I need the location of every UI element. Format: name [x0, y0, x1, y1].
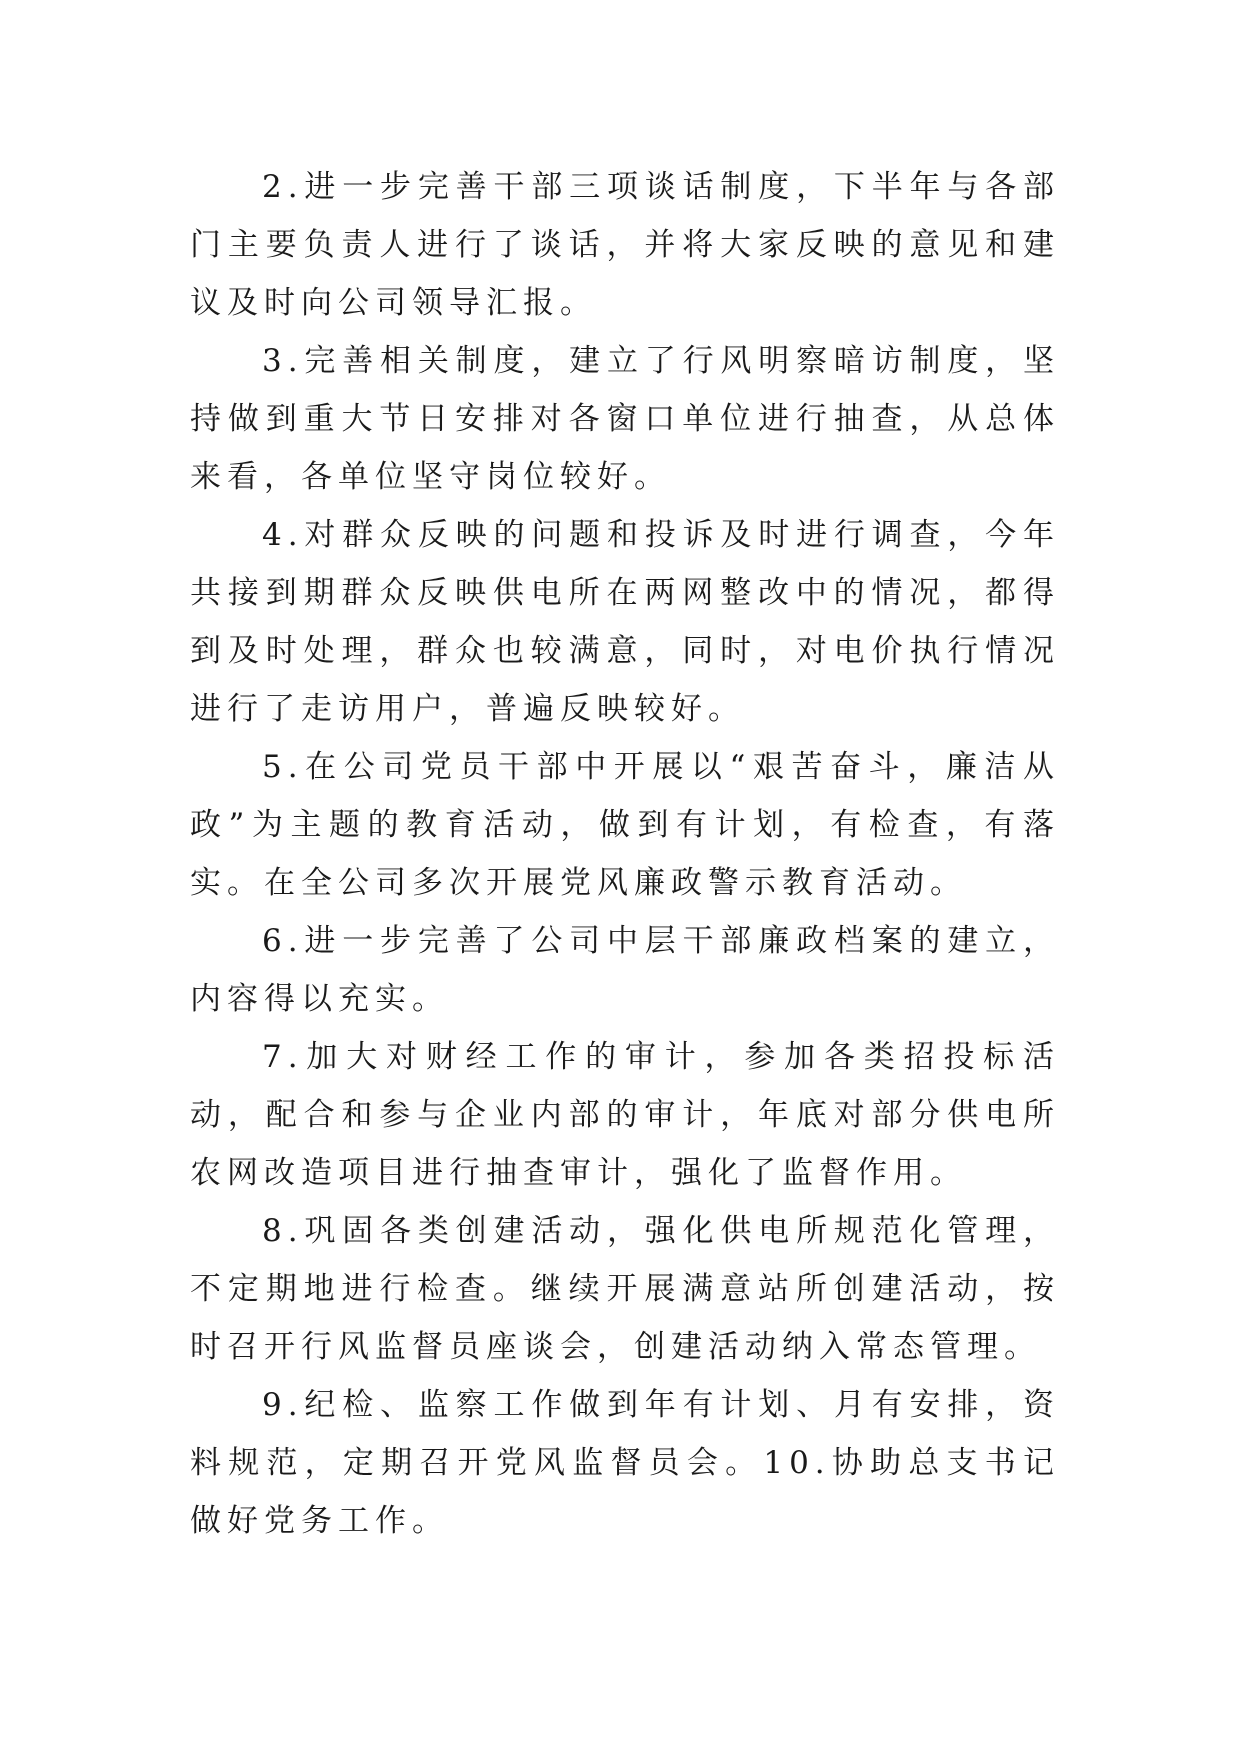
paragraph-item-5: 5.在公司党员干部中开展以“艰苦奋斗，廉洁从政”为主题的教育活动，做到有计划，有检查，有落实。在全公司多次开展党风廉政警示教育活动。 — [190, 749, 1060, 901]
paragraph-item-4: 4.对群众反映的问题和投诉及时进行调查，今年共接到期群众反映供电所在两网整改中的情况，都得到及时处理，群众也较满意，同时，对电价执行情况进行了走访用户，普遍反映较好。 — [190, 517, 1060, 727]
paragraph-item-3: 3.完善相关制度，建立了行风明察暗访制度，坚持做到重大节日安排对各窗口单位进行抽查，从总体来看，各单位坚守岗位较好。 — [190, 343, 1060, 495]
paragraph-item-8: 8.巩固各类创建活动，强化供电所规范化管理，不定期地进行检查。继续开展满意站所创建活动，按时召开行风监督员座谈会，创建活动纳入常态管理。 — [190, 1213, 1060, 1365]
paragraph-item-2: 2.进一步完善干部三项谈话制度，下半年与各部门主要负责人进行了谈话，并将大家反映的意见和建议及时向公司领导汇报。 — [190, 169, 1060, 321]
paragraph-item-9-10: 9.纪检、监察工作做到年有计划、月有安排，资料规范，定期召开党风监督员会。10.协助总支书记做好党务工作。 — [190, 1387, 1060, 1539]
paragraph-item-7: 7.加大对财经工作的审计，参加各类招投标活动，配合和参与企业内部的审计，年底对部分供电所农网改造项目进行抽查审计，强化了监督作用。 — [190, 1039, 1060, 1191]
document-body — [190, 158, 1060, 1550]
paragraph-item-6: 6.进一步完善了公司中层干部廉政档案的建立，内容得以充实。 — [190, 923, 1060, 1017]
